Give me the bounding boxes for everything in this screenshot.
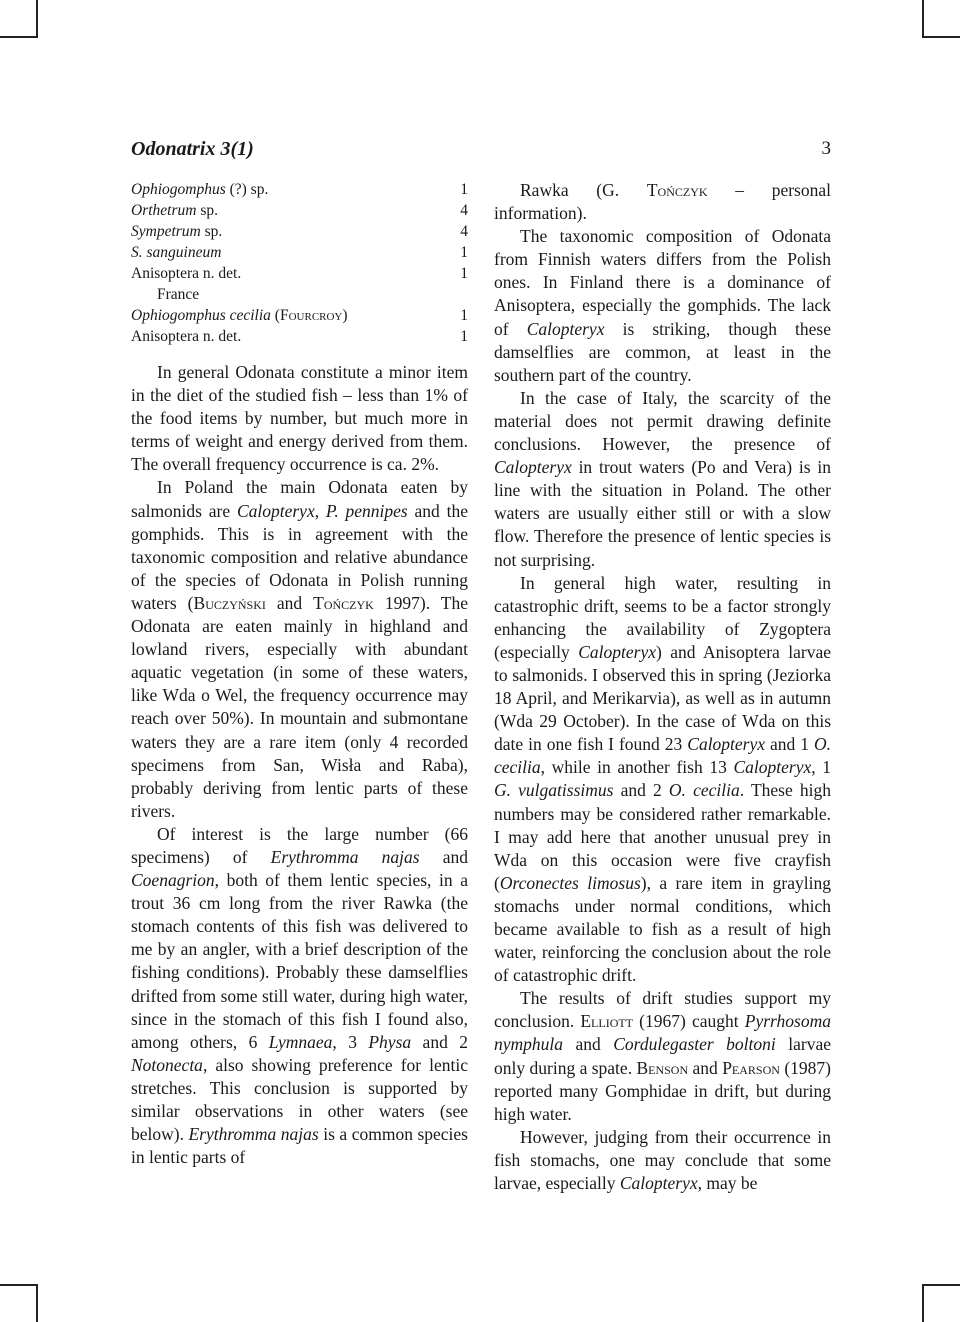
text-run: and 1 — [765, 734, 814, 755]
author-name: Buczyński — [193, 592, 266, 613]
text-run: , may be — [697, 1173, 758, 1194]
taxon-name — [131, 221, 222, 242]
crop-mark — [0, 36, 38, 38]
right-column-body — [494, 179, 831, 1195]
text-run: larvae only during a spate. — [494, 1034, 831, 1078]
crop-mark — [36, 1284, 38, 1322]
crop-mark — [0, 1284, 38, 1286]
text-run: (1987) reported many Gomphidae in drift, but during high water. — [494, 1057, 831, 1124]
text-run: (1967) caught — [633, 1011, 745, 1032]
taxon-count: 1 — [460, 244, 468, 261]
taxon-name — [131, 326, 241, 347]
taxon-suffix: sp. — [200, 223, 223, 240]
text-run: , also showing preference for lentic stretches. This conclusion is supported by similar observations in other waters (see below). — [131, 1054, 468, 1145]
text-run: in trout waters (Po and Vera) is in line with the situation in Poland. The other waters are usually either still or with a slow flow. Therefore the presence of lentic species is not surprising. — [494, 457, 831, 570]
text-run: In Poland the main Odonata eaten by salmonids are — [131, 477, 468, 521]
taxon-suffix: ( — [270, 307, 280, 324]
italic-taxon: Orconectes limosus — [499, 872, 641, 893]
text-run: , while in another fish 13 — [540, 757, 734, 778]
text-run: is striking, though these damselflies are common, at least in the southern part of the country. — [494, 318, 832, 385]
italic-taxon: Calopteryx — [687, 734, 766, 755]
text-run: is a common species in lentic parts of — [131, 1124, 468, 1168]
text-run: . These high numbers may be considered rather remarkable. I may add here that another unusual prey in Wda on this occasion were five crayfish ( — [494, 780, 831, 893]
italic-taxon: Cordulegaster boltoni — [613, 1034, 776, 1055]
paragraph — [494, 572, 831, 988]
taxon-suffix: sp. — [196, 202, 218, 219]
italic-taxon: P. pennipes — [325, 500, 408, 521]
taxon-count: 4 — [460, 202, 468, 219]
taxon-genus: S. sanguineum — [131, 244, 222, 261]
text-run: In the case of Italy, the scarcity of the material does not permit drawing definite conclusions. However, the presence of — [494, 387, 831, 455]
journal-title: Odonatrix 3(1) — [131, 138, 254, 160]
crop-mark — [922, 1284, 924, 1322]
text-run: 1997). The Odonata are eaten mainly in highland and lowland rivers, especially with abundant aquatic vegetation (in some of these waters, like Wda o Wel, the frequency occurrence may reach over 50%). In mountain and submontane waters they are a rare item (only 4 recorded specimens from San, Wisła and Raba), probably deriving from lentic parts of these rivers. — [131, 592, 468, 821]
crop-mark — [36, 0, 38, 38]
taxon-author: Fourcroy — [279, 307, 343, 324]
italic-taxon: Erythromma najas — [270, 846, 420, 867]
taxon-suffix: (?) sp. — [225, 181, 269, 198]
text-run: The taxonomic composition of Odonata from Finnish waters differs from the Polish ones. In Finland there is a dominance of Anisoptera, especially the gomphids. The lack of — [494, 226, 831, 339]
paragraph — [494, 387, 831, 572]
taxon-count: 1 — [460, 181, 468, 198]
italic-taxon: Pyrrhosoma nymphula — [494, 1011, 831, 1055]
taxon-name — [131, 200, 218, 221]
author-name: Elliott — [580, 1011, 634, 1032]
text-run: and — [688, 1057, 723, 1078]
text-run: , both of them lentic species, in a trout 36 cm long from the river Rawka (the stomach contents of this fish was delivered to me by an angler, with a brief description of the fishing conditions). Probably these damselflies drifted from some still water, during high water, since in the stomach of this fish I found also, among others, 6 — [131, 870, 468, 1052]
paragraph — [131, 476, 468, 822]
crop-mark — [922, 1284, 960, 1286]
running-header — [131, 137, 831, 163]
text-run: Rawka (G. — [520, 180, 647, 200]
taxon-count: 1 — [460, 265, 468, 282]
taxon-suffix: Anisoptera n. det. — [131, 265, 242, 282]
italic-taxon: O. cecilia — [494, 734, 831, 778]
taxa-row — [131, 200, 468, 221]
italic-taxon: Erythromma najas — [188, 1124, 319, 1145]
taxa-row — [131, 263, 468, 284]
paragraph — [131, 823, 468, 1169]
text-run: , 3 — [332, 1031, 369, 1052]
text-run: and — [265, 592, 314, 613]
taxon-name — [131, 242, 221, 263]
italic-taxon: Calopteryx — [619, 1173, 698, 1194]
text-run: and 2 — [411, 1031, 468, 1052]
taxa-row — [131, 179, 468, 200]
taxon-count: 1 — [460, 307, 468, 324]
italic-taxon: Notonecta — [131, 1054, 203, 1075]
left-column-body — [131, 361, 468, 1169]
italic-taxon: G. vulgatissimus — [494, 780, 614, 801]
text-run: In general high water, resulting in catastrophic drift, seems to be a factor strongly enhancing the availability of Zygoptera (especially — [494, 572, 831, 662]
author-name: Benson — [636, 1057, 689, 1078]
taxon-name — [131, 263, 241, 284]
text-run: The results of drift studies support my conclusion. — [494, 988, 831, 1032]
taxon-suffix: Anisoptera n. det. — [131, 328, 242, 345]
italic-taxon: Lymnaea — [268, 1031, 333, 1052]
paragraph — [494, 987, 831, 1126]
italic-taxon: Calopteryx — [494, 457, 572, 478]
taxa-row — [131, 221, 468, 242]
italic-taxon: O. cecilia — [668, 780, 740, 801]
text-run: – personal information). — [494, 180, 831, 224]
text-run: ), a rare item in grayling stomachs under normal conditions, which became available to fish as a result of high water, reinforcing the conclusion about the role of catastrophic drift. — [494, 872, 831, 986]
text-run: , — [314, 500, 326, 521]
taxa-country-row — [131, 284, 468, 305]
paragraph — [494, 179, 831, 225]
taxon-genus: Ophiogomphus cecilia — [131, 307, 271, 324]
taxa-table — [131, 179, 468, 347]
text-run: and — [563, 1034, 614, 1055]
text-run: and — [419, 846, 468, 867]
paragraph — [494, 1126, 831, 1195]
author-name: Tończyk — [313, 592, 374, 613]
text-run: However, judging from their occurrence in fish stomachs, one may conclude that some larvae, especially — [494, 1126, 831, 1194]
italic-taxon: Calopteryx — [526, 318, 605, 339]
paragraph — [494, 225, 831, 387]
taxon-genus: Ophiogomphus — [131, 181, 226, 198]
italic-taxon: Calopteryx — [236, 500, 315, 521]
author-name: Tończyk — [646, 180, 708, 200]
italic-taxon: Calopteryx — [733, 757, 812, 778]
taxon-genus: Sympetrum — [131, 223, 201, 240]
right-column — [494, 179, 831, 1195]
taxon-count: 1 — [460, 328, 468, 345]
text-run: and 2 — [613, 780, 669, 801]
text-run: , 1 — [811, 757, 831, 778]
italic-taxon: Calopteryx — [578, 641, 657, 662]
taxa-row — [131, 326, 468, 347]
taxa-row — [131, 305, 468, 326]
text-run: Of interest is the large number (66 specimens) of — [131, 823, 468, 867]
text-run: ) and Anisoptera larvae to salmonids. I observed this in spring (Jeziorka 18 April, and Merikarvia), as well as in autumn (Wda 29 October). In the case of Wda on this date in one fish I found 23 — [494, 641, 832, 755]
taxon-name — [131, 305, 348, 326]
taxon-suffix: ) — [342, 307, 348, 324]
paragraph — [131, 361, 468, 476]
crop-mark — [922, 0, 924, 38]
text-run: In general Odonata constitute a minor item in the diet of the studied fish – less than 1% of the food items by number, but much more in terms of weight and energy derived from them. The overall frequency occurrence is ca. 2%. — [131, 362, 468, 475]
crop-mark — [922, 36, 960, 38]
italic-taxon: Physa — [368, 1031, 412, 1052]
taxon-name — [131, 179, 268, 200]
country-label: France — [157, 286, 200, 303]
taxa-row — [131, 242, 468, 263]
taxon-count: 4 — [460, 223, 468, 240]
text-run: and the gomphids. This is in agreement with the taxonomic composition and relative abundance of the species of Odonata in Polish running waters ( — [131, 500, 468, 613]
author-name: Pearson — [722, 1057, 780, 1078]
taxon-genus: Orthetrum — [131, 202, 197, 219]
italic-taxon: Coenagrion — [131, 870, 215, 891]
page-number: 3 — [821, 138, 831, 159]
left-column — [131, 179, 468, 1169]
